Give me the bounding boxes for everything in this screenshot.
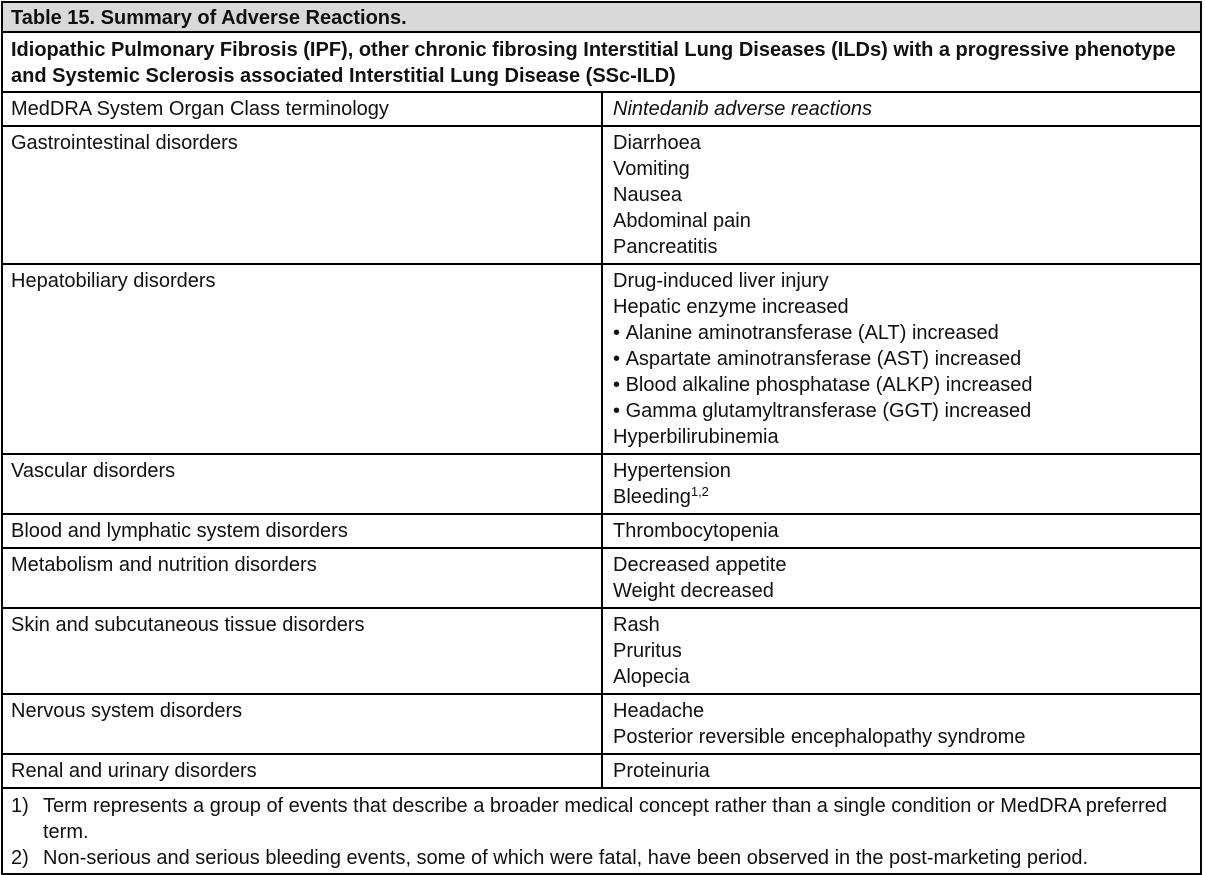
- soc-cell: Gastrointestinal disorders: [3, 127, 603, 263]
- table-row: [3, 455, 1200, 515]
- reaction-text: Weight decreased: [613, 580, 774, 602]
- reaction-item: [613, 552, 1190, 578]
- footnote-number: 2): [11, 847, 29, 869]
- soc-cell: Nervous system disorders: [3, 695, 603, 753]
- reaction-text: Gamma glutamyltransferase (GGT) increased: [625, 400, 1032, 422]
- reaction-item: [613, 182, 1190, 208]
- soc-cell: Hepatobiliary disorders: [3, 265, 603, 453]
- footnote-text: Term represents a group of events that describe a broader medical concept rather than a single condition or MedDRA preferred term.: [43, 795, 1167, 843]
- reaction-text: Pancreatitis: [613, 236, 718, 258]
- reaction-text: Alanine aminotransferase (ALT) increased: [625, 322, 999, 344]
- reaction-item: [613, 234, 1190, 260]
- reactions-cell: [603, 755, 1200, 787]
- reaction-subitem: [613, 398, 1190, 424]
- reaction-text: Bleeding: [613, 486, 691, 508]
- reactions-cell: [603, 265, 1200, 453]
- table-body: [3, 127, 1200, 789]
- reaction-item: [613, 156, 1190, 182]
- reaction-item: [613, 130, 1190, 156]
- footnote: [11, 845, 1192, 871]
- table-row: [3, 755, 1200, 789]
- reaction-item: [613, 612, 1190, 638]
- reaction-item: [613, 758, 1190, 784]
- table-row: [3, 127, 1200, 265]
- soc-cell: Metabolism and nutrition disorders: [3, 549, 603, 607]
- reaction-subitem: [613, 346, 1190, 372]
- reaction-text: Headache: [613, 700, 705, 722]
- reaction-item: [613, 294, 1190, 320]
- table-title: Table 15. Summary of Adverse Reactions.: [3, 3, 1200, 33]
- footnote-number: 1): [11, 795, 29, 817]
- reaction-item: [613, 578, 1190, 604]
- table-header-row: [3, 93, 1200, 127]
- reaction-text: Proteinuria: [613, 760, 710, 782]
- soc-cell: Blood and lymphatic system disorders: [3, 515, 603, 547]
- soc-cell: Renal and urinary disorders: [3, 755, 603, 787]
- adverse-reactions-table: [1, 1, 1202, 875]
- reaction-text: Abdominal pain: [613, 210, 751, 232]
- table-row: [3, 695, 1200, 755]
- reaction-item: [613, 518, 1190, 544]
- reactions-cell: [603, 455, 1200, 513]
- reaction-text: Vomiting: [613, 158, 690, 180]
- reaction-item: [613, 664, 1190, 690]
- footnote-ref: 1,2: [690, 484, 709, 499]
- table-row: [3, 265, 1200, 455]
- reaction-subitem: [613, 372, 1190, 398]
- reaction-item: [613, 424, 1190, 450]
- reaction-text: Decreased appetite: [613, 554, 787, 576]
- reaction-text: Nausea: [613, 184, 682, 206]
- reaction-text: Diarrhoea: [613, 132, 701, 154]
- reaction-text: Hypertension: [613, 460, 731, 482]
- footnote: [11, 793, 1192, 845]
- reaction-text: Posterior reversible encephalopathy syndrome: [613, 726, 1026, 748]
- reaction-text: Alopecia: [613, 666, 690, 688]
- reaction-text: Thrombocytopenia: [613, 520, 779, 542]
- header-reactions: Nintedanib adverse reactions: [613, 98, 873, 120]
- reaction-text: Aspartate aminotransferase (AST) increased: [625, 348, 1022, 370]
- reaction-text: Drug-induced liver injury: [613, 270, 829, 292]
- soc-cell: Skin and subcutaneous tissue disorders: [3, 609, 603, 693]
- reactions-cell: [603, 515, 1200, 547]
- reaction-text: Rash: [613, 614, 660, 636]
- table-row: [3, 515, 1200, 549]
- reaction-text: Hepatic enzyme increased: [613, 296, 849, 318]
- reaction-item: [613, 724, 1190, 750]
- reaction-item: [613, 484, 1190, 510]
- soc-cell: Vascular disorders: [3, 455, 603, 513]
- reaction-text: Hyperbilirubinemia: [613, 426, 779, 448]
- reaction-item: [613, 638, 1190, 664]
- table-row: [3, 549, 1200, 609]
- reaction-item: [613, 268, 1190, 294]
- reactions-cell: [603, 609, 1200, 693]
- reaction-item: [613, 208, 1190, 234]
- footnotes: [3, 789, 1200, 873]
- reactions-cell: [603, 127, 1200, 263]
- reaction-text: Blood alkaline phosphatase (ALKP) increased: [625, 374, 1033, 396]
- table-subtitle: Idiopathic Pulmonary Fibrosis (IPF), other chronic fibrosing Interstitial Lung Diseases (ILDs) with a progressive phenotype and Systemic Sclerosis associated Interstitial Lung Disease (SSc-ILD): [3, 33, 1200, 93]
- reaction-subitem: [613, 320, 1190, 346]
- reactions-cell: [603, 549, 1200, 607]
- reactions-cell: [603, 695, 1200, 753]
- table-row: [3, 609, 1200, 695]
- reaction-text: Pruritus: [613, 640, 682, 662]
- reaction-item: [613, 458, 1190, 484]
- reaction-item: [613, 698, 1190, 724]
- header-soc: MedDRA System Organ Class terminology: [3, 93, 603, 125]
- footnote-text: Non-serious and serious bleeding events, some of which were fatal, have been observed in the post-marketing period.: [43, 847, 1089, 869]
